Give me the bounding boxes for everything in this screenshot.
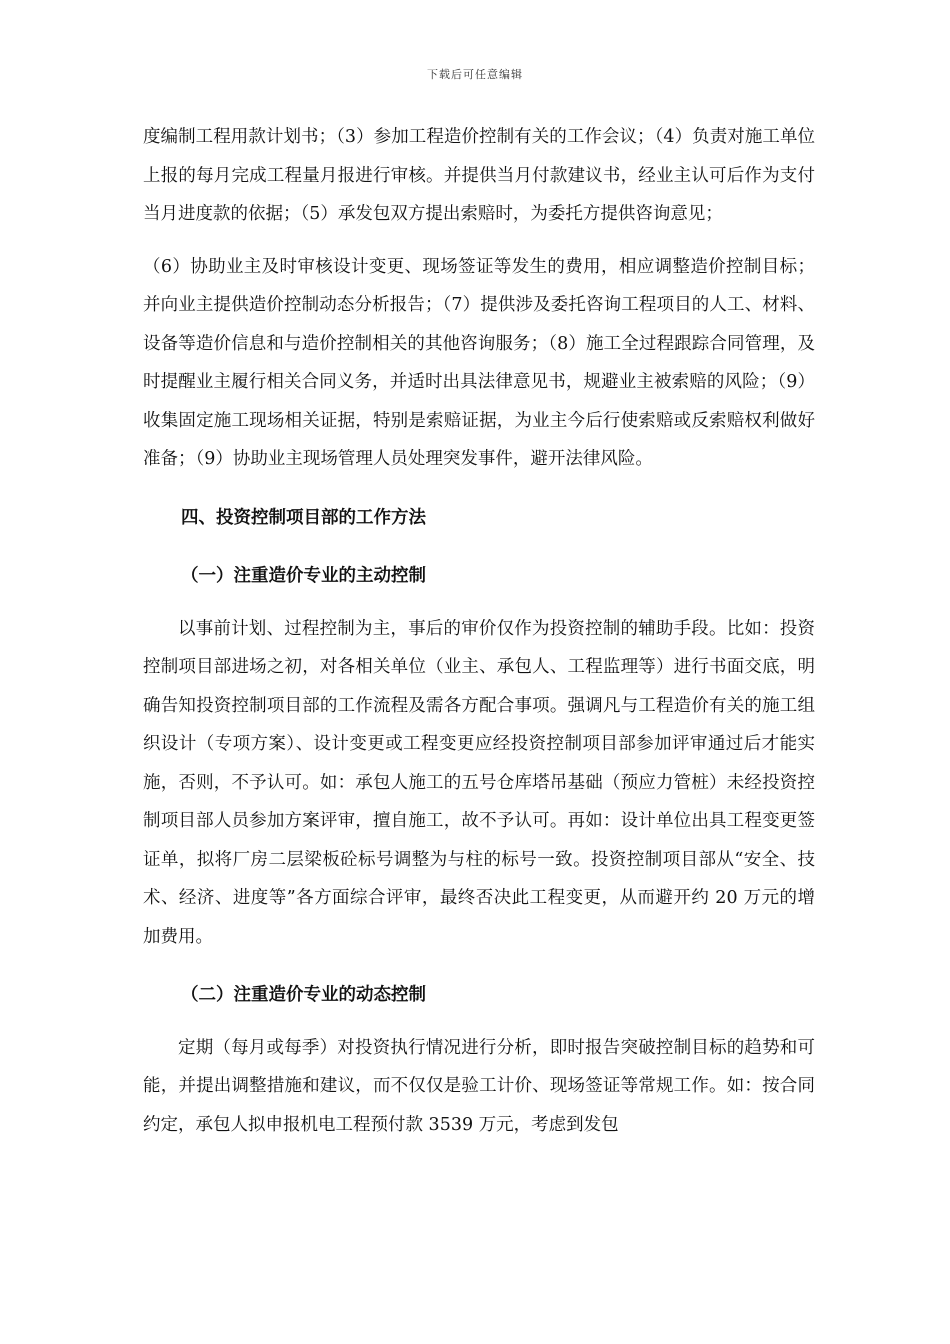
paragraph-3: 以事前计划、过程控制为主，事后的审价仅作为投资控制的辅助手段。比如：投资控制项目部进场之初，对各相关单位（业主、承包人、工程监理等）进行书面交底，明确告知投资控制项目部的工作流程及需各方配合事项。强调凡与工程造价有关的施工组织设计（专项方案）、设计变更或工程变更应经投资控制项目部参加评审通过后才能实施，否则，不予认可。如：承包人施工的五号仓库塔吊基础（预应力管桩）未经投资控制项目部人员参加方案评审，擅自施工，故不予认可。再如：设计单位出具工程变更签证单，拟将厂房二层梁板砼标号调整为与柱的标号一致。投资控制项目部从“安全、技术、经济、进度等”各方面综合评审，最终否决此工程变更，从而避开约 20 万元的增加费用。 — [143, 618, 815, 947]
subsection-heading-2: （二）注重造价专业的动态控制 — [181, 985, 426, 1005]
paragraph-2: （6）协助业主及时审核设计变更、现场签证等发生的费用，相应调整造价控制目标；并向业主提供造价控制动态分析报告；（7）提供涉及委托咨询工程项目的人工、材料、设备等造价信息和与造价控制相关的其他咨询服务；（8）施工全过程跟踪合同管理，及时提醒业主履行相关合同义务，并适时出具法律意见书，规避业主被索赔的风险；（9）收集固定施工现场相关证据，特别是索赔证据，为业主今后行使索赔或反索赔权利做好准备；（9）协助业主现场管理人员处理突发事件，避开法律风险。 — [143, 256, 815, 469]
document-body — [143, 118, 815, 1144]
spacer — [143, 956, 815, 976]
spacer — [143, 479, 815, 499]
paragraph-1: 度编制工程用款计划书；（3）参加工程造价控制有关的工作会议；（4）负责对施工单位上报的每月完成工程量月报进行审核。并提供当月付款建议书，经业主认可后作为支付当月进度款的依据；（5）承发包双方提出索赔时，为委托方提供咨询意见； — [143, 127, 815, 224]
spacer — [143, 596, 815, 610]
spacer — [143, 537, 815, 557]
subsection-heading-1: （一）注重造价专业的主动控制 — [181, 566, 426, 586]
spacer — [143, 1015, 815, 1029]
page-header: 下载后可任意编辑 — [427, 68, 523, 81]
paragraph-4: 定期（每月或每季）对投资执行情况进行分析，即时报告突破控制目标的趋势和可能，并提出调整措施和建议，而不仅仅是验工计价、现场签证等常规工作。如：按合同约定，承包人拟申报机电工程预付款 3539 万元，考虑到发包 — [143, 1037, 815, 1135]
section-heading-4: 四、投资控制项目部的工作方法 — [181, 507, 426, 528]
spacer — [143, 234, 815, 248]
